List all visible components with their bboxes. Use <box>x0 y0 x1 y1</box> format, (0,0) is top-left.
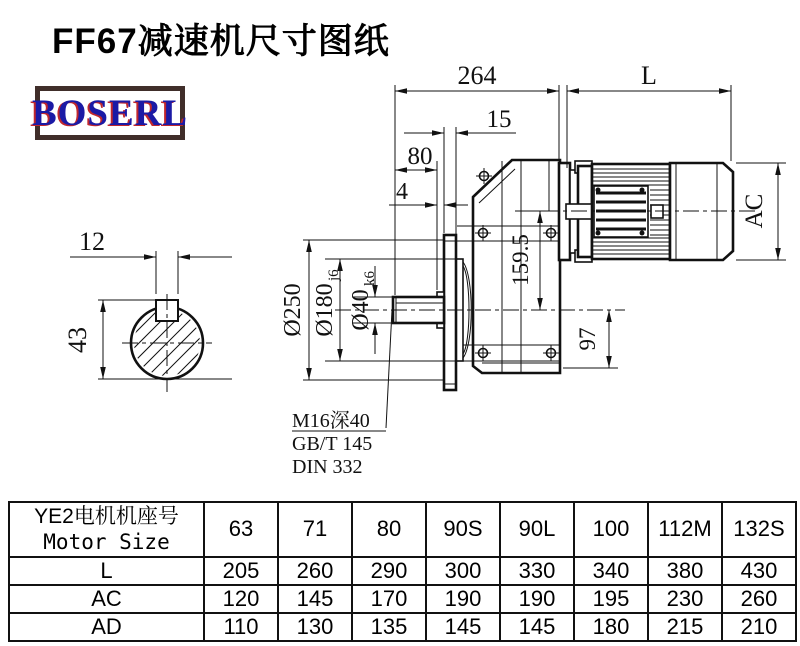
cell: 145 <box>500 613 574 641</box>
cell: 145 <box>278 585 352 613</box>
table-row-AC <box>9 585 796 613</box>
cell: 130 <box>278 613 352 641</box>
motor-size-table <box>8 501 797 642</box>
motor-size-col: 90S <box>426 502 500 557</box>
cell: 380 <box>648 557 722 585</box>
header-en: Motor Size <box>43 529 170 554</box>
cell: 190 <box>426 585 500 613</box>
note-din: DIN 332 <box>292 456 363 478</box>
cell: 170 <box>352 585 426 613</box>
dim-lower-height: 97 <box>575 327 600 351</box>
motor-size-col: 80 <box>352 502 426 557</box>
row-label: L <box>9 557 204 585</box>
brand-logo-text: BOSERL <box>31 92 189 134</box>
shaft-cross-section-view <box>63 227 272 400</box>
dim-motor-od: AC <box>741 193 768 229</box>
table-row-L <box>9 557 796 585</box>
dim-shaft-tolerance: k6 <box>362 271 378 286</box>
cell: 120 <box>204 585 278 613</box>
cell: 190 <box>500 585 574 613</box>
cell: 195 <box>574 585 648 613</box>
cell: 205 <box>204 557 278 585</box>
motor-size-col: 112M <box>648 502 722 557</box>
table-row-AD <box>9 613 796 641</box>
cell: 340 <box>574 557 648 585</box>
dim-axis-height: 159.5 <box>508 234 533 286</box>
cell: 145 <box>426 613 500 641</box>
cell: 180 <box>574 613 648 641</box>
cell: 300 <box>426 557 500 585</box>
dim-key-width: 12 <box>79 227 105 256</box>
cell: 135 <box>352 613 426 641</box>
cell: 430 <box>722 557 796 585</box>
note-gbt: GB/T 145 <box>292 433 373 455</box>
note-tap: M16深40 <box>292 410 370 432</box>
dim-motor-length: L <box>641 61 657 90</box>
dim-spigot-tolerance: j6 <box>326 269 342 281</box>
dim-flange-diameter: Ø250 <box>280 283 306 337</box>
cell: 260 <box>722 585 796 613</box>
dim-step: 4 <box>396 179 408 205</box>
motor-size-col: 90L <box>500 502 574 557</box>
motor-size-col: 100 <box>574 502 648 557</box>
cell: 215 <box>648 613 722 641</box>
motor-size-col: 71 <box>278 502 352 557</box>
cell: 230 <box>648 585 722 613</box>
table-header-motor-size <box>9 502 204 557</box>
cell: 330 <box>500 557 574 585</box>
row-label: AD <box>9 613 204 641</box>
row-label: AC <box>9 585 204 613</box>
motor-size-col: 63 <box>204 502 278 557</box>
page-title: FF67减速机尺寸图纸 <box>52 22 390 61</box>
cell: 260 <box>278 557 352 585</box>
motor-size-col: 132S <box>722 502 796 557</box>
header-cn: YE2电机机座号 <box>34 505 179 529</box>
dim-overall-width: 264 <box>457 61 497 90</box>
dim-key-height: 43 <box>63 327 92 353</box>
cell: 210 <box>722 613 796 641</box>
cell: 110 <box>204 613 278 641</box>
dim-shaft-diameter: Ø40 <box>348 289 374 331</box>
section-hatching <box>68 280 272 400</box>
dim-flange-thickness: 15 <box>486 106 512 133</box>
dim-spigot-diameter: Ø180 <box>312 283 338 337</box>
tap-leader-line <box>386 310 392 428</box>
dim-shaft-protrusion: 80 <box>407 143 433 170</box>
mounting-flange <box>444 235 456 390</box>
cell: 290 <box>352 557 426 585</box>
